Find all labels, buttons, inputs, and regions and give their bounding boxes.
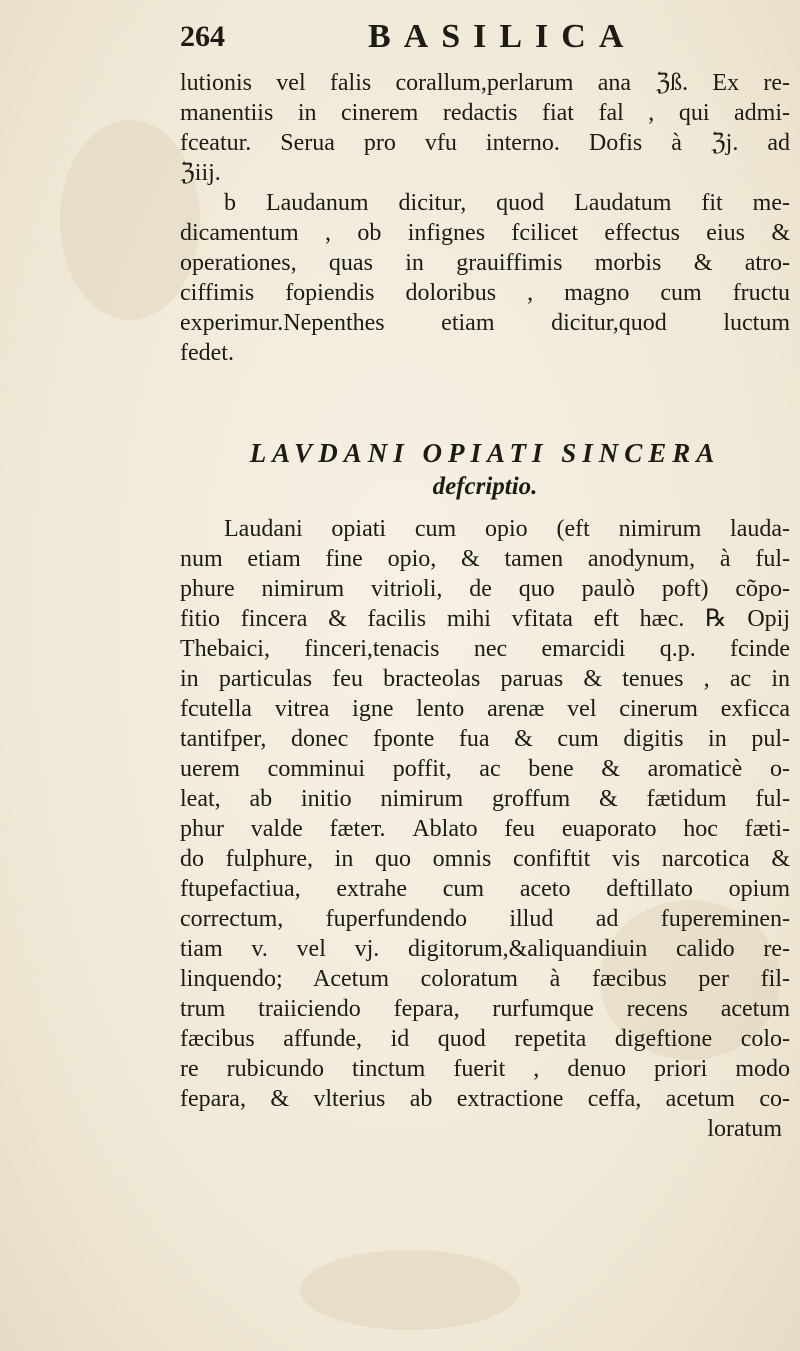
text-line: fcutella vitrea igne lento arenæ vel cinerum exficca [180,696,790,722]
text-line: fceatur. Serua pro vfu interno. Dofis à ℨj. ad [180,130,790,156]
paragraph-block-2 [180,514,790,1144]
text-line: tantifper, donec fponte fua & cum digitis in pul- [180,726,790,752]
page-number: 264 [180,20,225,53]
text-line: uerem comminui poffit, ac bene & aromaticè o- [180,756,790,782]
page-header [180,14,700,64]
heading-subtitle: defcriptio. [432,473,538,500]
text-line: correctum, fuperfundendo illud ad fupereminen- [180,906,790,932]
text-line: phure nimirum vitrioli, de quo paulò poft) cõpo- [180,576,790,602]
paragraph-block-1 [180,68,790,368]
text-line: Thebaici, finceri,tenacis nec emarcidi q.p. fcinde [180,636,790,662]
text-line: num etiam fine opio, & tamen anodynum, à ful- [180,546,790,572]
text-line: linquendo; Acetum coloratum à fæcibus per fil- [180,966,790,992]
text-line: tiam v. vel vj. digitorum,&aliquandiuin calido re- [180,936,790,962]
text-line: leat, ab initio nimirum groffum & fætidum ful- [180,786,790,812]
text-line: Laudani opiati cum opio (eft nimirum lauda- [224,516,790,542]
text-line: fitio fincera & facilis mihi vfitata eft hæc. ℞ Opij [180,606,790,632]
text-line: operationes, quas in grauiffimis morbis & atro- [180,250,790,276]
text-line: b Laudanum dicitur, quod Laudatum fit me- [224,190,790,216]
text-line: ℨiij. [180,160,221,186]
text-line: dicamentum , ob infignes fcilicet effectus eius & [180,220,790,246]
text-line: do fulphure, in quo omnis confiftit vis narcotica & [180,846,790,872]
catchword: loratum [707,1116,782,1142]
text-line: manentiis in cinerem redactis fiat fal , qui admi- [180,100,790,126]
text-line: fedet. [180,340,234,366]
text-line: in particulas feu bracteolas paruas & tenues , ac in [180,666,790,692]
section-heading [180,436,790,504]
heading-title: LAVDANI OPIATI SINCERA [249,438,721,468]
text-line: trum traiiciendo fepara, rurfumque recens acetum [180,996,790,1022]
running-title: BASILICA [368,18,637,55]
text-line: ftupefactiua, extrahe cum aceto deftillato opium [180,876,790,902]
text-line: experimur.Nepenthes etiam dicitur,quod luctum [180,310,790,336]
text-line: phur valde fæteт. Ablato feu euaporato hoc fæti- [180,816,790,842]
text-line: lutionis vel falis corallum,perlarum ana ℨß. Ex re- [180,70,790,96]
text-line: re rubicundo tinctum fuerit , denuo priori modo [180,1056,790,1082]
text-line: fæcibus affunde, id quod repetita digeftione colo- [180,1026,790,1052]
text-line: ciffimis fopiendis doloribus , magno cum fructu [180,280,790,306]
text-line: fepara, & vlterius ab extractione ceffa, acetum co- [180,1086,790,1112]
